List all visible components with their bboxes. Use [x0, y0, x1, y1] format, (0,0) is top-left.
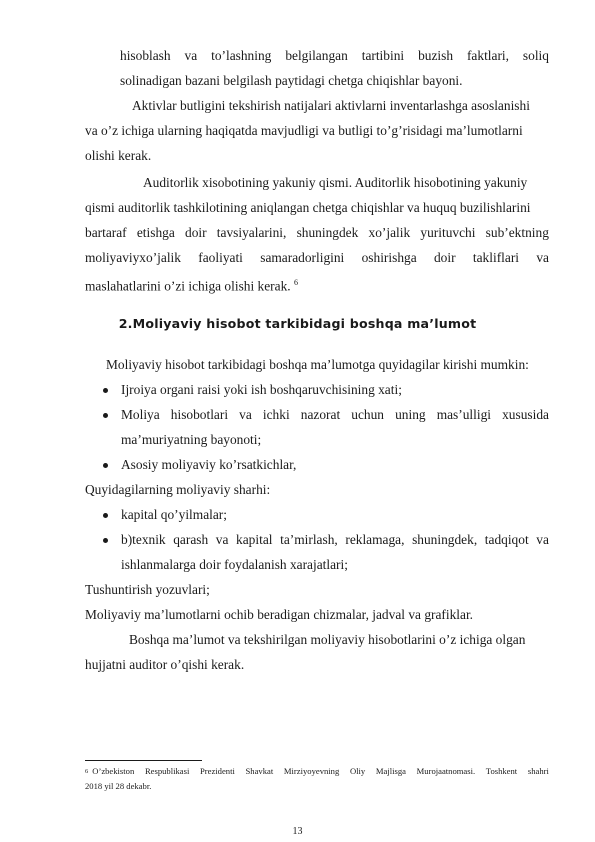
word: Moliya: [121, 407, 160, 422]
footnote-content: [85, 766, 549, 780]
word: va: [536, 532, 549, 547]
word: Shavkat: [245, 766, 274, 776]
word: ichki: [262, 407, 290, 422]
word: va: [215, 532, 229, 547]
word: samaradorligini: [260, 250, 345, 265]
footnote-line2: 2018 yil 28 dekabr.: [85, 781, 152, 791]
word: xususida: [502, 407, 549, 422]
word: kapital: [236, 532, 273, 547]
page-number: 13: [292, 826, 303, 837]
word: nazorat: [300, 407, 341, 422]
bullet-dot: [103, 463, 108, 468]
word: faktlari,: [466, 48, 509, 63]
word: va: [536, 250, 549, 265]
word: qarash: [173, 532, 209, 547]
p2-line2: va o’z ichiga ularning haqiqatda mavjudligi va butligi to’g’risidagi ma’lumotlarni: [85, 123, 523, 138]
word: to’lashning: [211, 48, 272, 63]
p3-line5-text: maslahatlarini o’zi ichiga olishi kerak.: [85, 278, 291, 294]
bullet-dot: [103, 538, 108, 543]
subheading-text: Quyidagilarning moliyaviy sharhi:: [85, 482, 271, 497]
word: Respublikasi: [144, 766, 190, 776]
word: Oliy: [349, 766, 366, 776]
word: etishga: [136, 225, 175, 240]
list-item-3: Asosiy moliyaviy ko’rsatkichlar,: [121, 457, 297, 472]
list-item-5-line2: ishlanmalarga doir foydalanish xarajatlari;: [121, 557, 348, 572]
closing-line1: Boshqa ma’lumot va tekshirilgan moliyaviy hisobotlarini o’z ichiga olgan: [129, 632, 526, 647]
word: doir: [185, 225, 207, 240]
section-intro: Moliyaviy hisobot tarkibidagi boshqa ma’lumotga quyidagilar kirishi mumkin:: [106, 357, 529, 372]
p3-line5: [85, 275, 298, 294]
p2-line3: olishi kerak.: [85, 148, 152, 163]
word: hisoblash: [120, 48, 171, 63]
word: oshirishga: [361, 250, 417, 265]
word: hisobotlari: [170, 407, 229, 422]
word: shuningdek,: [412, 532, 478, 547]
closing-line2: hujjatni auditor o’qishi kerak.: [85, 657, 245, 672]
word: takliflari: [472, 250, 519, 265]
p1-line2: solinadigan bazani belgilash paytidagi chetga chiqishlar bayoni.: [120, 73, 463, 88]
word: Mirziyoyevning: [283, 766, 340, 776]
word: xo’jalik: [368, 225, 411, 240]
text-line-charts: Moliyaviy ma’lumotlarni ochib beradigan chizmalar, jadval va grafiklar.: [85, 607, 474, 622]
word: va: [239, 407, 252, 422]
word: uning: [395, 407, 426, 422]
word: shahri: [527, 766, 549, 776]
word: Toshkent: [485, 766, 518, 776]
list-item-2-line1: [121, 407, 549, 423]
word: belgilangan: [285, 48, 348, 63]
list-item-5-line1: [121, 532, 549, 548]
list-item-4: kapital qo’yilmalar;: [121, 507, 227, 522]
footnote-words: [92, 766, 549, 780]
list-item-1: Ijroiya organi raisi yoki ish boshqaruvchisining xati;: [121, 382, 402, 397]
word: moliyaviyxo’jalik: [85, 250, 181, 265]
word: soliq: [522, 48, 549, 63]
p2-line1: Aktivlar butligini tekshirish natijalari aktivlarni inventarlashga asoslanishi: [132, 98, 530, 113]
p1-line1: [120, 48, 549, 64]
word: tadqiqot: [484, 532, 529, 547]
text-line-explanations: Tushuntirish yozuvlari;: [85, 582, 210, 597]
word: O’zbekiston: [92, 766, 135, 776]
word: buzish: [418, 48, 454, 63]
footnote-line1: [85, 766, 549, 780]
bullet-dot: [103, 413, 108, 418]
p3-line3: [85, 225, 549, 241]
word: bartaraf: [85, 225, 127, 240]
word: reklamaga,: [345, 532, 405, 547]
word: tavsiyalarini,: [216, 225, 287, 240]
word: Prezidenti: [200, 766, 235, 776]
word: Murojaatnomasi.: [416, 766, 476, 776]
footnote-ref[interactable]: 6: [294, 278, 298, 287]
word: doir: [433, 250, 456, 265]
footnote-divider: [85, 760, 202, 761]
word: faoliyati: [198, 250, 243, 265]
word: yurituvchi: [420, 225, 476, 240]
word: shuningdek: [296, 225, 359, 240]
bullet-dot: [103, 513, 108, 518]
word: tartibini: [361, 48, 405, 63]
bullet-dot: [103, 388, 108, 393]
p3-line4: [85, 250, 549, 266]
list-item-2-line2: ma’muriyatning bayonoti;: [121, 432, 262, 447]
word: va: [184, 48, 198, 63]
word: mas’ulligi: [436, 407, 492, 422]
section-heading: 2.Moliyaviy hisobot tarkibidagi boshqa ma’lumot: [118, 316, 477, 331]
p3-line2: qismi auditorlik tashkilotining aniqlangan chetga chiqishlar va huquq buzilishlarini: [85, 200, 531, 215]
footnote-marker-wrap: [85, 766, 88, 780]
word: ta’mirlash,: [280, 532, 338, 547]
word: uchun: [351, 407, 384, 422]
word: sub’ektning: [485, 225, 549, 240]
p3-line1: Auditorlik xisobotining yakuniy qismi. Auditorlik hisobotining yakuniy: [143, 175, 528, 190]
word: Majlisga: [375, 766, 406, 776]
word: b)texnik: [121, 532, 166, 547]
footnote-marker: 6: [85, 768, 89, 775]
